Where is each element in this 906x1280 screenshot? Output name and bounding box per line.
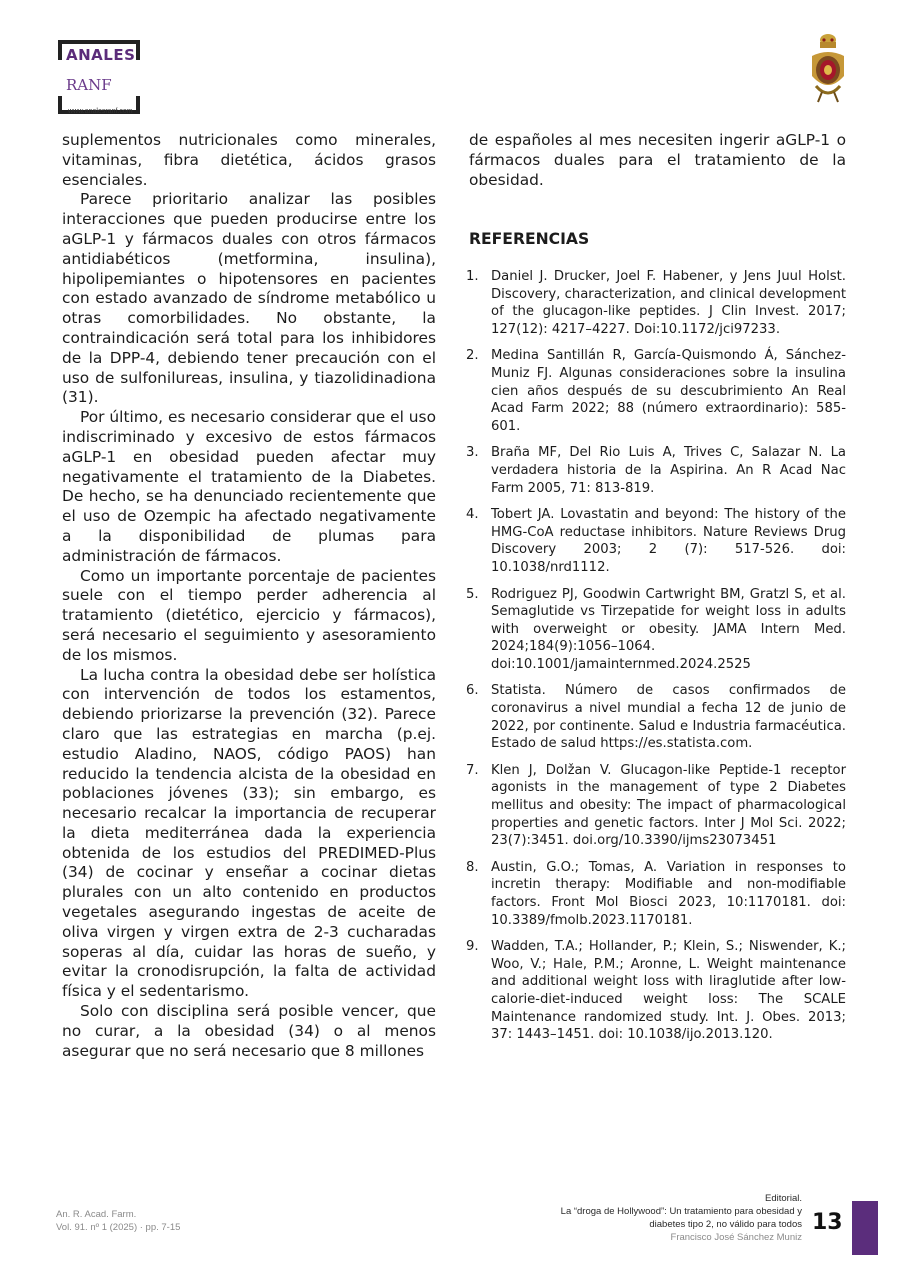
reference-number: 1. [466,269,479,284]
reference-item [466,444,846,497]
paragraph: Parece prioritario analizar las posibles interacciones que pueden producirse entre los aGLP-1 y fármacos duales con otros fármacos antidiabéticos (metformina, insulina), hipolipemiantes o hipotensores en pacientes con estado avanzado de síndrome metabólico u otras comorbilidades. No obstante, la contraindicación será total para los inhibidores de la DPP-4, debiendo tener precaución con el uso de sulfonilureas, insulina, y tiazolidinadiona (31). [62,190,436,407]
reference-item [466,347,846,435]
reference-text: Klen J, Dolžan V. Glucagon-like Peptide-1 receptor agonists in the management of type 2 Diabetes mellitus and obesity: The impact of pharmacological properties and genetic factors. Inter J Mol Sci. 2022; 23(7):3451. doi.org/10.3390/ijms23073451 [491,762,846,849]
footer-section: Editorial. [765,1193,802,1204]
reference-text: Medina Santillán R, García-Quismondo Á, Sánchez-Muniz FJ. Algunas consideraciones sobre la insulina cien años después de su descubrimiento An Real Acad Farm 2022; 88 (número extraordinario): 585-601. [491,348,846,434]
reference-text: Wadden, T.A.; Hollander, P.; Klein, S.; Niswender, K.; Woo, V.; Hale, P.M.; Aronne, L. Weight maintenance and additional weight loss with liraglutide after low-calorie-diet-induced weight loss: The SCALE Maintenance randomized study. Int. J. Obes. 2013; 37: 1443–1451. doi: 10.1038/ijo.2013.120. [491,939,846,1043]
journal-name: ANALES [66,46,136,64]
journal-url: www.analesranf.com [68,108,133,115]
reference-item [466,586,846,674]
reference-text: Braña MF, Del Rio Luis A, Trives C, Salazar N. La verdadera historia de la Aspirina. An R Acad Nac Farm 2005, 71: 813-819. [491,445,846,496]
reference-item [466,268,846,338]
footer-author: Francisco José Sánchez Muniz [670,1232,802,1243]
left-column [62,131,436,1061]
footer-journal-title: An. R. Acad. Farm. [56,1209,137,1220]
paragraph: La lucha contra la obesidad debe ser holística con intervención de todos los estamentos, debiendo priorizarse la prevención (32). Parece claro que las estrategias en marcha (p.ej. estudio Aladino, NAOS, código PAOS) han reducido la tendencia alcista de la obesidad en poblaciones jóvenes (33); sin embargo, es necesario recalcar la importancia de recuperar la dieta mediterránea dada la experiencia obtenida de los estudios del PREDIMED-Plus (34) de cocinar y enseñar a cocinar dietas plurales con un alto contenido en productos vegetales asegurando ingestas de aceite de oliva virgen y virgen extra de 2-3 cucharadas soperas al día, cuidar las horas de sueño, y evitar la cronodisrupción, la falta de actividad física y el sedentarismo. [62,665,436,1001]
reference-number: 2. [466,348,479,364]
references-list [466,268,846,1053]
reference-number: 7. [466,762,479,778]
footer-article-title-2: diabetes tipo 2, no válido para todos [649,1219,802,1230]
reference-text: Statista. Número de casos confirmados de coronavirus a nivel mundial a fecha 12 de junio de 2022, por continente. Salud e Industria farmacéutica. Estado de salud https://es.statista.com. [491,683,846,752]
footer-article-info [442,1192,802,1244]
reference-number: 6. [466,683,479,699]
paragraph: de españoles al mes necesiten ingerir aGLP-1 o fármacos duales para el tratamiento de la obesidad. [469,131,846,189]
journal-logo [56,34,186,120]
reference-number: 3. [466,445,479,461]
footer-journal-info [56,1208,180,1234]
reference-item [466,682,846,752]
reference-item [466,859,846,929]
paragraph: Como un importante porcentaje de pacientes suele con el tiempo perder adherencia al tratamiento (dietético, ejercicio y fármacos), será necesario el seguimiento y asesoramiento de los mismos. [62,566,436,664]
reference-item [466,762,846,850]
page-accent-bar [852,1201,878,1255]
reference-number: 4. [466,507,479,523]
reference-text: Tobert JA. Lovastatin and beyond: The history of the HMG-CoA reductase inhibitors. Nature Reviews Drug Discovery 2003; 2 (7): 517-526. doi: 10.1038/nrd1112. [491,507,846,575]
reference-item [466,938,846,1044]
references-heading: REFERENCIAS [469,230,590,248]
reference-number: 9. [466,939,479,955]
reference-text: Austin, G.O.; Tomas, A. Variation in responses to incretin therapy: Modifiable and non-modifiable factors. Front Mol Biosci 2023, 10:1170181. doi: 10.3389/fmolb.2023.1170181. [491,859,846,928]
paragraph: Solo con disciplina será posible vencer, que no curar, a la obesidad (34) o al menos asegurar que no será necesario que 8 millones [62,1002,436,1060]
reference-text: Rodriguez PJ, Goodwin Cartwright BM, Gratzl S, et al. Semaglutide vs Tirzepatide for weight loss in adults with overweight or obesity. JAMA Intern Med. 2024;184(9):1056–1064. doi:10.1001/jamainternmed.2024.2525 [491,586,846,672]
footer-article-title-1: La “droga de Hollywood”: Un tratamiento para obesidad y [560,1206,802,1217]
page-number: 13 [812,1210,843,1235]
footer-volume: Vol. 91. nº 1 (2025) · pp. 7-15 [56,1222,181,1233]
paragraph: suplementos nutricionales como minerales, vitaminas, fibra dietética, ácidos grasos esenciales. [62,131,436,189]
academy-crest-icon [808,30,848,104]
reference-item [466,506,846,576]
reference-text: Daniel J. Drucker, Joel F. Habener, y Jens Juul Holst. Discovery, characterization, and clinical development of the glucagon-like peptides. J Clin Invest. 2017; 127(12): 4217–4227. Doi:10.1172/jci97233. [491,269,846,337]
reference-number: 8. [466,859,479,875]
reference-number: 5. [466,586,479,602]
journal-subname: RANF [66,76,112,94]
right-column [469,131,846,190]
paragraph: Por último, es necesario considerar que el uso indiscriminado y excesivo de estos fármacos aGLP-1 en obesidad pueden afectar muy negativamente el tratamiento de la Diabetes. De hecho, se ha denunciado recientemente que el uso de Ozempic ha afectado negativamente a la disponibilidad de plumas para administración de fármacos. [62,408,436,565]
